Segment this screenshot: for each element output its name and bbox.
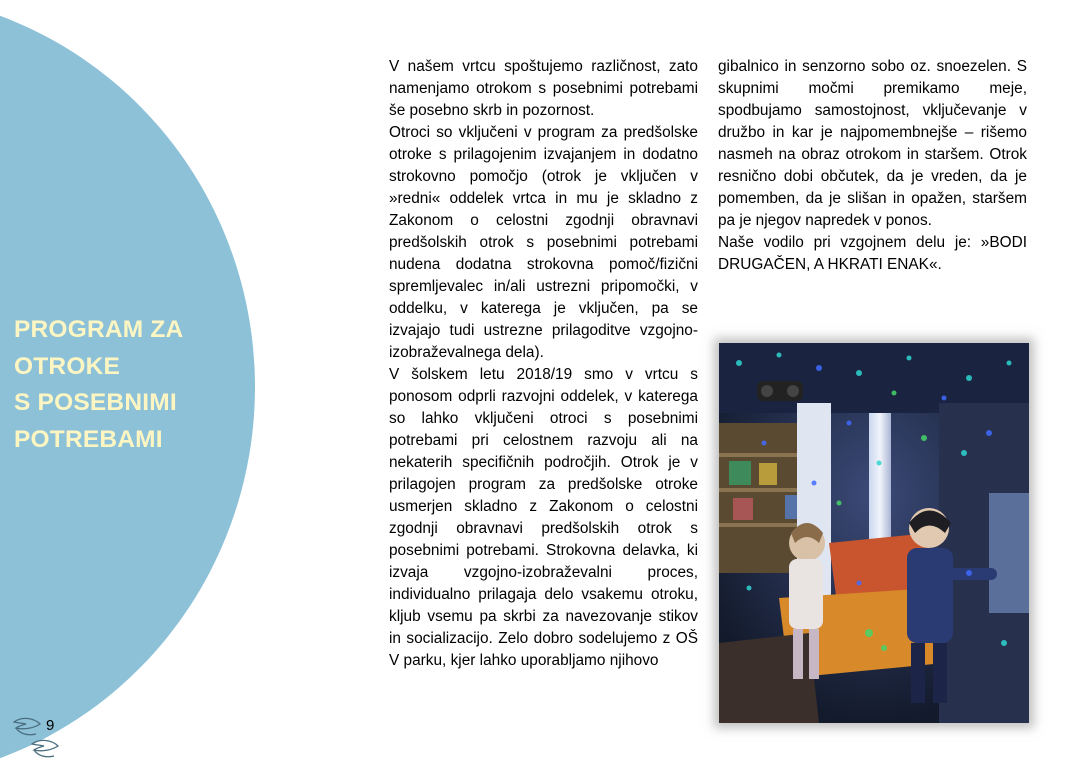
text-column-1	[389, 56, 698, 672]
section-title-line-1: PROGRAM ZA	[14, 316, 184, 343]
paragraph: gibalnico in senzorno sobo oz. snoezelen. S skupnimi močmi premikamo meje, spodbujamo samostojnost, vključevanje v družbo in kar je najpomembnejše – rišemo nasmeh na obraz otrokom in staršem. Otrok resnično dobi občutek, da je vreden, da je pomemben, da je slišan in opažen, staršem pa je njegov napredek v ponos.	[718, 58, 1027, 229]
paragraph: V šolskem letu 2018/19 smo v vrtcu s ponosom odprli razvojni oddelek, v katerega so lahko vključeni otroci s posebnimi potrebami pri celostnem razvoju ali na nekaterih specifičnih področjih. Otrok je v prilagojen program za predšolske otroke usmerjen skladno z Zakonom o celostni zgodnji obravnavi predšolskih otrok s posebnimi potrebami. Strokovna delavka, ki izvaja vzgojno-izobraževalni proces, individualno prilagaja delo vsakemu otroku, kljub vsemu pa skrbi za navezovanje stikov in socializacijo. Zelo dobro sodelujemo z OŠ V parku, kjer lahko uporabljamo njihovo	[389, 366, 698, 669]
paragraph: Naše vodilo pri vzgojnem delu je: »BODI DRUGAČEN, A HKRATI ENAK«.	[718, 234, 1027, 273]
section-title-line-2: OTROKE	[14, 352, 121, 380]
sensory-room-photo	[719, 343, 1029, 723]
page-number: 9	[46, 717, 55, 734]
section-title-line-3: S POSEBNIMI	[14, 389, 177, 416]
section-title-line-4: POTREBAMI	[14, 425, 163, 453]
paragraph: V našem vrtcu spoštujemo različnost, zato namenjamo otrokom s posebnimi potrebami še posebno skrb in pozornost.	[389, 58, 698, 119]
section-title	[14, 312, 254, 458]
paragraph: Otroci so vključeni v program za predšolske otroke s prilagojenim izvajanjem in dodatno strokovno pomočjo (otrok je vključen v »redni« oddelek vrtca in mu je skladno z Zakonom o celostni zgodnji obravnavi predšolskih otrok s posebnimi potrebami nudena dodatna strokovna pomoč/fizični spremljevalec in/ali ustrezni pripomočki, v oddelku, v katerega je vključen, pa se izvajajo tudi ustrezne prilagoditve vzgojno-izobraževalnega dela).	[389, 124, 698, 361]
photo-illustration	[719, 343, 1029, 723]
text-column-2	[718, 56, 1027, 276]
